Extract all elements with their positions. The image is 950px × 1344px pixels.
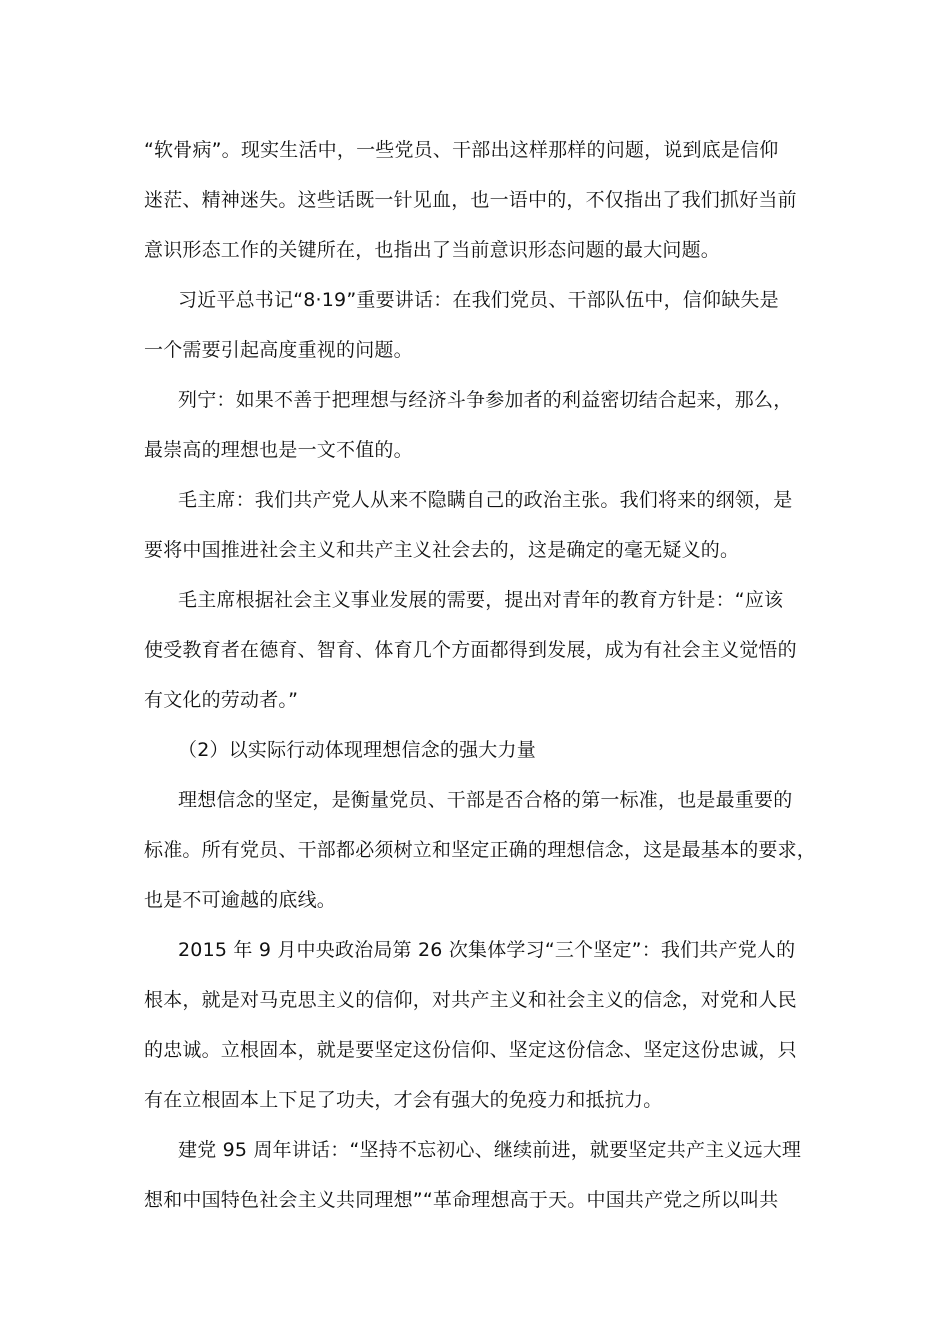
paragraph-line: 毛主席：我们共产党人从来不隐瞒自己的政治主张。我们将来的纲领，是 xyxy=(178,489,793,511)
paragraph-line: 理想信念的坚定，是衡量党员、干部是否合格的第一标准，也是最重要的 xyxy=(178,789,793,811)
paragraph-line: 根本，就是对马克思主义的信仰，对共产主义和社会主义的信念，对党和人民 xyxy=(144,989,797,1011)
paragraph-line: 想和中国特色社会主义共同理想”“革命理想高于天。中国共产党之所以叫共 xyxy=(144,1189,779,1211)
paragraph-line: 使受教育者在德育、智育、体育几个方面都得到发展，成为有社会主义觉悟的 xyxy=(144,639,797,661)
paragraph-line: 迷茫、精神迷失。这些话既一针见血，也一语中的，不仅指出了我们抓好当前 xyxy=(144,189,797,211)
paragraph-line: 也是不可逾越的底线。 xyxy=(144,889,337,911)
paragraph-line: 标准。所有党员、干部都必须树立和坚定正确的理想信念，这是最基本的要求， xyxy=(144,839,817,861)
paragraph-line: 有文化的劳动者。” xyxy=(144,689,299,711)
paragraph-line: 列宁：如果不善于把理想与经济斗争参加者的利益密切结合起来，那么， xyxy=(178,389,793,411)
paragraph-line: 习近平总书记“8·19”重要讲话：在我们党员、干部队伍中，信仰缺失是 xyxy=(178,289,779,311)
paragraph-line: 一个需要引起高度重视的问题。 xyxy=(144,339,413,361)
paragraph-line: 2015 年 9 月中央政治局第 26 次集体学习“三个坚定”：我们共产党人的 xyxy=(178,939,796,961)
paragraph-line: 的忠诚。立根固本，就是要坚定这份信仰、坚定这份信念、坚定这份忠诚，只 xyxy=(144,1039,797,1061)
paragraph-line: 要将中国推进社会主义和共产主义社会去的，这是确定的毫无疑义的。 xyxy=(144,539,740,561)
paragraph-line: 毛主席根据社会主义事业发展的需要，提出对青年的教育方针是：“应该 xyxy=(178,589,784,611)
paragraph-line: “软骨病”。现实生活中，一些党员、干部出这样那样的问题，说到底是信仰 xyxy=(144,139,779,161)
paragraph-line: 意识形态工作的关键所在，也指出了当前意识形态问题的最大问题。 xyxy=(144,239,721,261)
paragraph-line: 建党 95 周年讲话：“坚持不忘初心、继续前进，就要坚定共产主义远大理 xyxy=(178,1139,802,1161)
paragraph-line: 最崇高的理想也是一文不值的。 xyxy=(144,439,413,461)
section-heading: （2）以实际行动体现理想信念的强大力量 xyxy=(178,739,536,761)
paragraph-line: 有在立根固本上下足了功夫，才会有强大的免疫力和抵抗力。 xyxy=(144,1089,663,1111)
